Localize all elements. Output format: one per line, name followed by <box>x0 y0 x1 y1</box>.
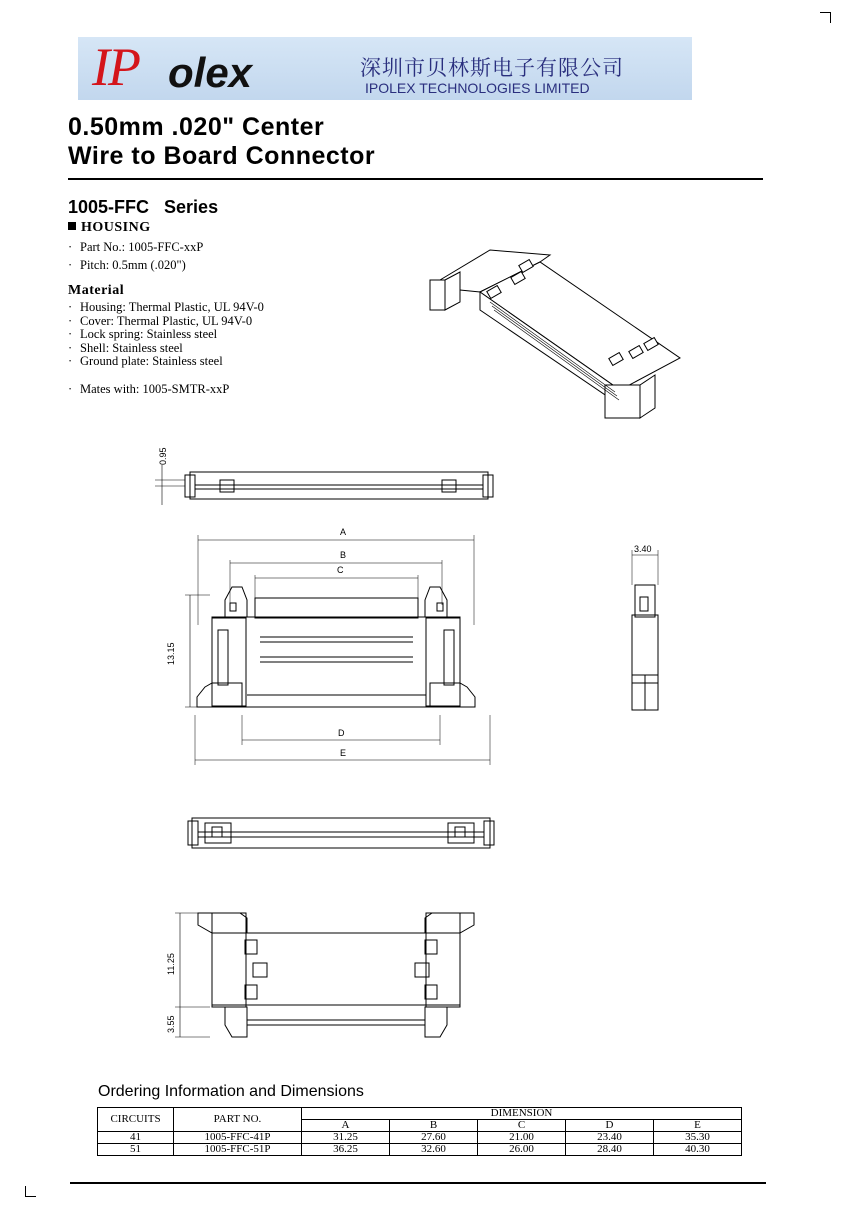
cell-dim-e: 35.30 <box>654 1132 742 1144</box>
material-item-text: Lock spring: Stainless steel <box>80 327 218 341</box>
material-heading: Material <box>68 283 125 298</box>
title-line-2: Wire to Board Connector <box>68 142 376 170</box>
cell-dim-b: 32.60 <box>390 1144 478 1156</box>
crop-mark-top-right <box>820 12 831 23</box>
dim-label-1315: 13.15 <box>166 642 176 665</box>
header-dim-d: D <box>566 1120 654 1132</box>
bullet-icon: · <box>68 382 73 396</box>
cell-dim-a: 36.25 <box>302 1144 390 1156</box>
material-item-text: Ground plate: Stainless steel <box>80 354 223 368</box>
company-name-cn: 深圳市贝林斯电子有限公司 <box>360 56 624 80</box>
header-dim-b: B <box>390 1120 478 1132</box>
housing-item-pitch <box>68 258 186 272</box>
header-dimension: DIMENSION <box>302 1108 742 1120</box>
cell-dim-b: 27.60 <box>390 1132 478 1144</box>
material-list <box>68 301 264 369</box>
header-dim-c: C <box>478 1120 566 1132</box>
cell-part-no: 1005-FFC-51P <box>174 1144 302 1156</box>
cell-circuits: 41 <box>98 1132 174 1144</box>
material-item-text: Shell: Stainless steel <box>80 340 183 355</box>
table-row <box>98 1132 742 1144</box>
material-item <box>68 355 264 369</box>
cell-dim-e: 40.30 <box>654 1144 742 1156</box>
title-line-1: 0.50mm .020" Center <box>68 113 325 141</box>
title-divider <box>68 178 763 180</box>
mates-with-text: Mates with: 1005-SMTR-xxP <box>80 382 230 396</box>
bullet-icon: · <box>68 240 73 254</box>
housing-item-part-no <box>68 240 203 254</box>
dim-label-d: D <box>338 728 345 738</box>
bullet-icon: · <box>68 313 73 328</box>
connector-3d-illustration <box>420 240 700 430</box>
bullet-icon: · <box>68 300 73 314</box>
header-part-no: PART NO. <box>174 1108 302 1132</box>
dim-label-c: C <box>337 565 344 575</box>
cell-part-no: 1005-FFC-41P <box>174 1132 302 1144</box>
dim-label-a: A <box>340 527 347 537</box>
bullet-icon: · <box>68 327 73 341</box>
bullet-icon: · <box>68 340 73 355</box>
company-name-en: IPOLEX TECHNOLOGIES LIMITED <box>365 80 590 96</box>
dim-label-e: E <box>340 748 347 758</box>
footer-divider <box>70 1182 766 1184</box>
cell-dim-c: 26.00 <box>478 1144 566 1156</box>
crop-mark-bottom-left <box>25 1186 36 1197</box>
housing-item-text: Pitch: 0.5mm (.020") <box>80 258 186 272</box>
cell-dim-c: 21.00 <box>478 1132 566 1144</box>
page-title <box>68 113 375 171</box>
bullet-icon: · <box>68 258 73 272</box>
header-dim-e: E <box>654 1120 742 1132</box>
cell-dim-a: 31.25 <box>302 1132 390 1144</box>
housing-item-text: Part No.: 1005-FFC-xxP <box>80 240 204 254</box>
square-bullet-icon <box>68 222 76 230</box>
ordering-table <box>97 1107 742 1156</box>
header-circuits: CIRCUITS <box>98 1108 174 1132</box>
header-dim-a: A <box>302 1120 390 1132</box>
material-item <box>68 315 264 329</box>
dim-label-1125: 11.25 <box>166 953 176 975</box>
cell-dim-d: 23.40 <box>566 1132 654 1144</box>
table-row <box>98 1144 742 1156</box>
mates-with <box>68 382 229 396</box>
material-item <box>68 328 264 342</box>
housing-heading-text: HOUSING <box>81 220 151 235</box>
housing-heading <box>68 220 151 236</box>
bottom-front-view-body <box>192 818 490 848</box>
material-item <box>68 301 264 315</box>
dim-label-340: 3.40 <box>634 544 652 554</box>
logo-olex: olex <box>168 49 253 96</box>
technical-drawing <box>150 435 670 1045</box>
dim-label-095: 0.95 <box>158 447 168 465</box>
bottom-view-body <box>212 933 460 1005</box>
bullet-icon: · <box>68 354 73 368</box>
dim-label-b: B <box>340 550 347 560</box>
material-item-text: Cover: Thermal Plastic, UL 94V-0 <box>80 313 253 328</box>
dim-label-355: 3.55 <box>166 1015 176 1033</box>
material-item-text: Housing: Thermal Plastic, UL 94V-0 <box>80 300 264 314</box>
cell-dim-d: 28.40 <box>566 1144 654 1156</box>
series-heading: 1005-FFC Series <box>68 197 219 217</box>
material-item <box>68 342 264 356</box>
logo-ip: IP <box>92 37 139 97</box>
cell-circuits: 51 <box>98 1144 174 1156</box>
ordering-title: Ordering Information and Dimensions <box>98 1083 364 1100</box>
